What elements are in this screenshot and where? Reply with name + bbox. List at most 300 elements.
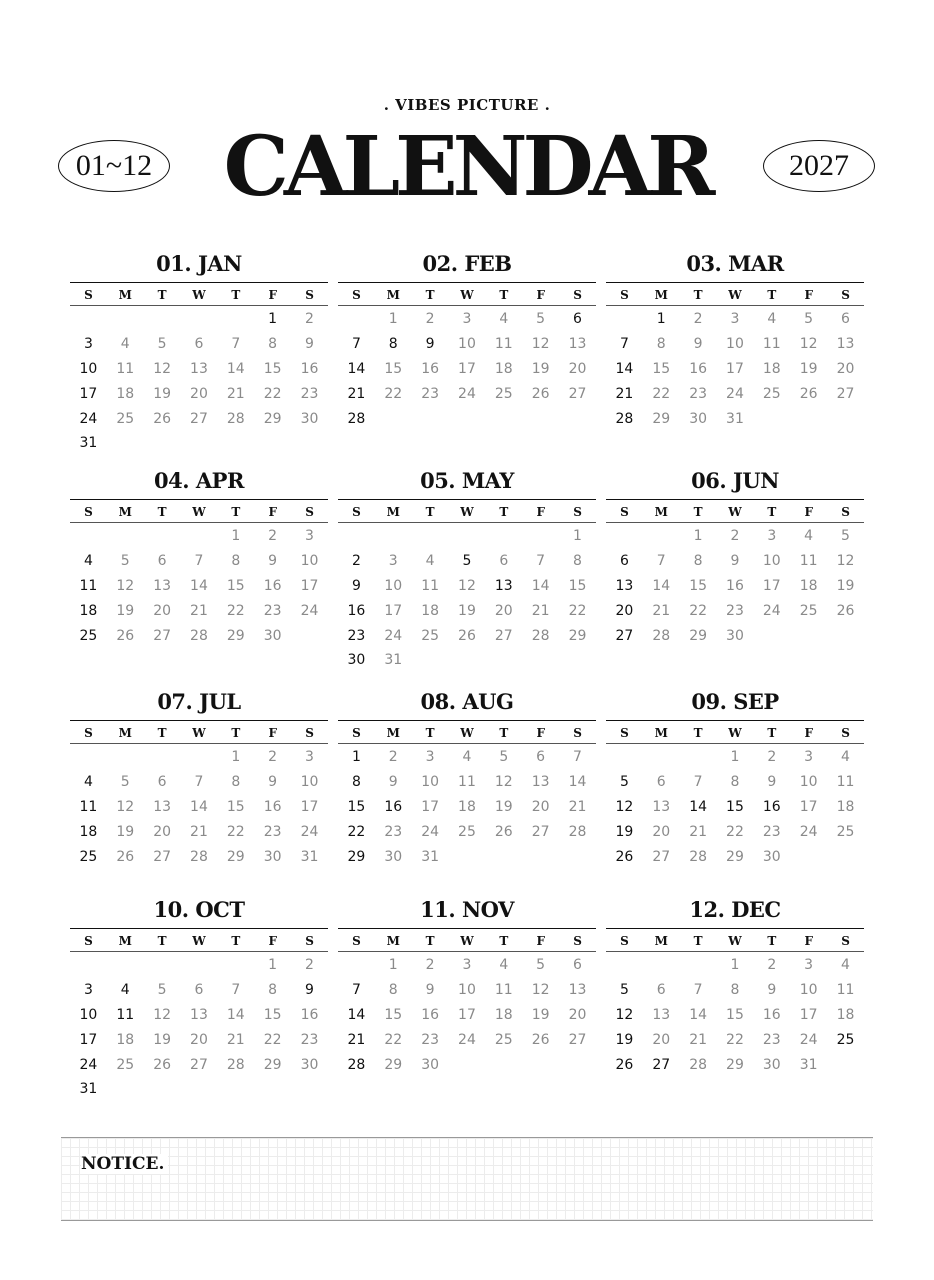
empty-day-cell [643, 745, 680, 770]
day-cell: 25 [494, 385, 513, 402]
day-cell: 21 [190, 823, 208, 840]
day-cell: 19 [531, 360, 550, 377]
day-cell: 9 [351, 577, 361, 594]
day-cell: 5 [841, 528, 850, 544]
day-cell: 25 [79, 627, 98, 644]
day-cell: 8 [693, 552, 703, 569]
day-cell: 3 [83, 981, 93, 998]
day-cell: 13 [531, 773, 550, 790]
weekday-label: W [192, 505, 206, 519]
day-cell: 22 [568, 602, 587, 619]
day-cell: 14 [531, 577, 550, 594]
day-cell: 8 [656, 335, 666, 352]
day-cell: 5 [536, 957, 546, 973]
day-cell: 14 [347, 360, 366, 377]
day-cell: 16 [263, 798, 282, 815]
day-cell: 16 [421, 360, 440, 377]
empty-day-cell [107, 953, 144, 978]
day-cell: 25 [836, 823, 855, 840]
day-cell: 27 [153, 848, 172, 865]
day-cell: 12 [116, 577, 135, 594]
day-cell: 14 [190, 577, 208, 594]
day-cell: 5 [619, 981, 629, 998]
weekday-label: W [728, 288, 742, 302]
weekday-label: S [841, 288, 850, 302]
day-cell: 25 [116, 410, 135, 427]
day-cell: 30 [421, 1056, 440, 1073]
day-cell: 9 [693, 335, 703, 352]
empty-day-cell [217, 307, 254, 332]
day-cell: 5 [619, 773, 629, 790]
day-cell: 22 [652, 385, 671, 402]
weekday-header [606, 721, 864, 744]
weekday-label: T [157, 288, 167, 302]
day-cell: 10 [300, 552, 319, 569]
day-cell: 24 [458, 1031, 476, 1048]
month-block [70, 250, 328, 456]
day-cell: 28 [652, 627, 671, 644]
empty-day-cell [643, 524, 680, 549]
day-cell: 17 [421, 798, 440, 815]
day-cell: 6 [573, 957, 582, 973]
day-cell: 31 [726, 410, 744, 427]
day-cell: 30 [689, 410, 708, 427]
day-cell: 14 [190, 798, 208, 815]
day-cell: 23 [689, 385, 708, 402]
month-range-label: 01~12 [75, 149, 153, 182]
day-cell: 19 [494, 798, 513, 815]
day-grid [338, 744, 596, 869]
weekday-label: F [804, 288, 813, 302]
day-cell: 24 [384, 627, 403, 644]
day-cell: 8 [730, 773, 740, 790]
day-cell: 3 [804, 957, 814, 973]
day-cell: 6 [656, 773, 666, 790]
day-cell: 17 [300, 577, 319, 594]
day-grid [70, 523, 328, 648]
day-cell: 13 [153, 577, 172, 594]
day-cell: 26 [153, 410, 172, 427]
day-cell: 16 [263, 577, 282, 594]
day-cell: 22 [384, 385, 403, 402]
weekday-label: M [386, 934, 400, 948]
day-cell: 2 [425, 311, 435, 327]
day-cell: 30 [263, 848, 282, 865]
empty-day-cell [144, 745, 181, 770]
day-cell: 5 [804, 311, 814, 327]
day-cell: 18 [116, 385, 135, 402]
day-cell: 20 [531, 798, 550, 815]
weekday-label: T [231, 288, 241, 302]
day-cell: 5 [536, 311, 546, 327]
day-cell: 29 [652, 410, 671, 427]
day-cell: 4 [462, 749, 472, 765]
weekday-header [606, 929, 864, 952]
day-cell: 24 [300, 602, 319, 619]
day-cell: 27 [494, 627, 513, 644]
day-cell: 10 [79, 360, 98, 377]
day-cell: 11 [494, 981, 513, 998]
day-cell: 29 [384, 1056, 403, 1073]
day-cell: 19 [615, 823, 634, 840]
day-cell: 13 [836, 335, 855, 352]
month-range-badge [58, 140, 170, 192]
weekday-header [338, 500, 596, 523]
day-cell: 6 [194, 335, 204, 352]
day-grid [70, 744, 328, 869]
day-cell: 17 [458, 1006, 476, 1023]
weekday-label: S [620, 505, 629, 519]
day-cell: 19 [615, 1031, 634, 1048]
day-cell: 9 [388, 773, 398, 790]
weekday-label: F [804, 934, 813, 948]
day-cell: 11 [836, 773, 855, 790]
day-cell: 6 [619, 552, 629, 569]
day-grid [70, 952, 328, 1102]
day-cell: 11 [762, 335, 781, 352]
weekday-label: M [654, 726, 668, 740]
day-cell: 21 [568, 798, 587, 815]
month-block [606, 467, 864, 648]
day-cell: 22 [347, 823, 366, 840]
day-cell: 20 [153, 823, 172, 840]
day-cell: 24 [421, 823, 440, 840]
day-cell: 29 [689, 627, 708, 644]
weekday-label: F [536, 288, 545, 302]
day-cell: 6 [157, 773, 167, 790]
weekday-header [338, 283, 596, 306]
day-cell: 23 [263, 602, 282, 619]
day-cell: 3 [730, 311, 740, 327]
day-cell: 9 [730, 552, 740, 569]
day-cell: 16 [689, 360, 708, 377]
day-cell: 27 [652, 848, 671, 865]
weekday-label: T [767, 505, 777, 519]
weekday-label: W [460, 288, 474, 302]
weekday-label: T [767, 726, 777, 740]
weekday-label: M [386, 726, 400, 740]
day-cell: 2 [305, 957, 314, 973]
weekday-header [338, 721, 596, 744]
day-cell: 16 [300, 360, 319, 377]
weekday-label: W [460, 726, 474, 740]
weekday-label: F [804, 726, 813, 740]
day-cell: 2 [693, 311, 703, 327]
day-cell: 6 [841, 311, 850, 327]
weekday-label: T [693, 288, 703, 302]
day-cell: 26 [615, 1056, 634, 1073]
day-cell: 19 [458, 602, 476, 619]
day-cell: 7 [656, 552, 666, 569]
day-cell: 23 [263, 823, 282, 840]
month-block [606, 688, 864, 869]
empty-day-cell [338, 953, 375, 978]
month-block [606, 250, 864, 431]
empty-day-cell [107, 745, 144, 770]
day-cell: 25 [458, 823, 476, 840]
weekday-label: F [268, 934, 277, 948]
month-block [338, 896, 596, 1077]
day-cell: 20 [615, 602, 634, 619]
day-cell: 20 [568, 360, 587, 377]
day-cell: 19 [531, 1006, 550, 1023]
weekday-label: F [536, 726, 545, 740]
weekday-header [70, 721, 328, 744]
day-cell: 12 [458, 577, 476, 594]
day-cell: 17 [79, 1031, 98, 1048]
day-cell: 30 [347, 652, 366, 669]
day-cell: 3 [425, 749, 435, 765]
day-cell: 23 [384, 823, 403, 840]
day-cell: 18 [116, 1031, 135, 1048]
empty-day-cell [70, 745, 107, 770]
day-cell: 19 [153, 385, 172, 402]
day-cell: 24 [762, 602, 781, 619]
day-cell: 16 [762, 798, 781, 815]
day-cell: 2 [730, 528, 740, 544]
day-cell: 30 [762, 848, 781, 865]
month-block [338, 688, 596, 869]
day-cell: 24 [458, 385, 476, 402]
day-cell: 2 [388, 749, 398, 765]
day-cell: 21 [652, 602, 671, 619]
weekday-label: T [499, 934, 509, 948]
day-cell: 25 [79, 848, 98, 865]
day-cell: 27 [153, 627, 172, 644]
weekday-header [70, 283, 328, 306]
day-cell: 17 [726, 360, 744, 377]
weekday-label: T [425, 726, 435, 740]
day-cell: 31 [384, 652, 403, 669]
day-cell: 9 [767, 773, 777, 790]
empty-day-cell [338, 524, 375, 549]
day-cell: 12 [494, 773, 513, 790]
weekday-header [606, 500, 864, 523]
day-cell: 18 [799, 577, 818, 594]
day-cell: 26 [153, 1056, 172, 1073]
day-cell: 21 [226, 385, 245, 402]
day-cell: 19 [116, 602, 135, 619]
day-cell: 20 [568, 1006, 587, 1023]
day-cell: 28 [226, 1056, 245, 1073]
empty-day-cell [412, 524, 449, 549]
day-cell: 21 [190, 602, 208, 619]
day-cell: 1 [388, 311, 398, 327]
day-cell: 7 [573, 749, 582, 765]
weekday-label: F [804, 505, 813, 519]
day-cell: 10 [79, 1006, 98, 1023]
day-cell: 9 [425, 981, 435, 998]
day-cell: 28 [347, 410, 366, 427]
day-cell: 14 [226, 360, 245, 377]
day-cell: 7 [194, 773, 204, 790]
day-cell: 30 [726, 627, 744, 644]
weekday-label: T [231, 934, 241, 948]
day-cell: 28 [531, 627, 550, 644]
day-grid [338, 952, 596, 1077]
year-label: 2027 [789, 149, 849, 182]
day-cell: 7 [619, 335, 629, 352]
empty-day-cell [338, 307, 375, 332]
day-grid [338, 523, 596, 673]
day-cell: 1 [351, 749, 361, 765]
weekday-label: S [305, 288, 314, 302]
weekday-label: S [620, 726, 629, 740]
day-cell: 12 [531, 335, 550, 352]
day-cell: 23 [300, 1031, 319, 1048]
month-title: 03. MAR [686, 251, 784, 276]
day-cell: 17 [799, 798, 818, 815]
weekday-label: F [536, 505, 545, 519]
day-cell: 26 [836, 602, 855, 619]
day-cell: 29 [726, 1056, 744, 1073]
day-cell: 14 [226, 1006, 245, 1023]
day-cell: 1 [730, 957, 740, 973]
day-cell: 28 [689, 1056, 708, 1073]
day-cell: 7 [693, 981, 703, 998]
day-cell: 25 [799, 602, 818, 619]
day-cell: 29 [226, 848, 245, 865]
empty-day-cell [181, 745, 218, 770]
day-cell: 25 [494, 1031, 513, 1048]
empty-day-cell [181, 307, 218, 332]
day-grid [606, 744, 864, 869]
day-cell: 20 [190, 385, 208, 402]
day-cell: 13 [494, 577, 513, 594]
day-cell: 18 [494, 1006, 513, 1023]
day-cell: 4 [841, 957, 850, 973]
day-cell: 7 [194, 552, 204, 569]
weekday-label: M [118, 505, 132, 519]
day-cell: 20 [190, 1031, 208, 1048]
day-cell: 11 [799, 552, 818, 569]
day-cell: 12 [531, 981, 550, 998]
day-cell: 19 [116, 823, 135, 840]
weekday-label: S [84, 288, 93, 302]
weekday-label: S [620, 934, 629, 948]
day-cell: 21 [347, 1031, 366, 1048]
month-block [70, 896, 328, 1102]
day-cell: 17 [300, 798, 319, 815]
day-cell: 14 [652, 577, 671, 594]
day-cell: 22 [226, 602, 245, 619]
month-block [606, 896, 864, 1077]
day-cell: 21 [531, 602, 550, 619]
day-cell: 5 [157, 981, 167, 998]
day-cell: 19 [799, 360, 818, 377]
empty-day-cell [449, 524, 486, 549]
day-cell: 11 [458, 773, 476, 790]
day-cell: 15 [726, 1006, 744, 1023]
day-cell: 27 [531, 823, 550, 840]
day-cell: 27 [615, 627, 634, 644]
day-cell: 12 [615, 798, 634, 815]
day-cell: 18 [836, 798, 855, 815]
empty-day-cell [485, 524, 522, 549]
day-cell: 4 [83, 552, 93, 569]
day-cell: 1 [388, 957, 398, 973]
day-cell: 7 [536, 552, 546, 569]
day-cell: 6 [499, 552, 509, 569]
day-cell: 16 [300, 1006, 319, 1023]
day-cell: 16 [726, 577, 744, 594]
page-title: CALENDAR [223, 119, 711, 215]
day-cell: 14 [568, 773, 587, 790]
weekday-label: M [654, 505, 668, 519]
empty-day-cell [606, 524, 643, 549]
day-cell: 11 [836, 981, 855, 998]
weekday-label: S [620, 288, 629, 302]
day-cell: 24 [79, 410, 98, 427]
day-cell: 9 [268, 552, 278, 569]
weekday-label: M [118, 934, 132, 948]
day-cell: 7 [231, 981, 241, 998]
day-cell: 10 [762, 552, 781, 569]
weekday-label: S [841, 726, 850, 740]
day-grid [606, 523, 864, 648]
day-cell: 3 [767, 528, 777, 544]
day-cell: 30 [762, 1056, 781, 1073]
day-cell: 28 [568, 823, 587, 840]
weekday-label: S [573, 934, 582, 948]
day-cell: 15 [263, 360, 282, 377]
month-title: 05. MAY [420, 468, 514, 493]
year-badge [763, 140, 875, 192]
day-cell: 24 [300, 823, 319, 840]
day-cell: 18 [836, 1006, 855, 1023]
day-cell: 28 [190, 848, 208, 865]
day-cell: 28 [615, 410, 634, 427]
weekday-label: M [118, 288, 132, 302]
day-cell: 2 [767, 749, 777, 765]
day-cell: 22 [226, 823, 245, 840]
day-cell: 7 [231, 335, 241, 352]
empty-day-cell [144, 524, 181, 549]
day-cell: 1 [656, 311, 666, 327]
day-cell: 3 [462, 957, 472, 973]
day-cell: 13 [652, 798, 671, 815]
day-cell: 1 [231, 749, 241, 765]
day-cell: 8 [351, 773, 361, 790]
day-cell: 28 [689, 848, 708, 865]
day-cell: 11 [116, 360, 135, 377]
weekday-label: M [386, 505, 400, 519]
day-cell: 19 [153, 1031, 172, 1048]
weekday-label: T [693, 726, 703, 740]
day-cell: 29 [263, 1056, 282, 1073]
month-title: 04. APR [154, 468, 244, 493]
month-block [338, 250, 596, 431]
day-cell: 15 [226, 798, 245, 815]
weekday-label: S [841, 934, 850, 948]
empty-day-cell [144, 307, 181, 332]
day-cell: 23 [300, 385, 319, 402]
day-cell: 17 [79, 385, 98, 402]
day-cell: 15 [726, 798, 744, 815]
day-cell: 10 [799, 981, 818, 998]
day-cell: 22 [726, 1031, 744, 1048]
day-cell: 4 [425, 552, 435, 569]
day-cell: 15 [568, 577, 587, 594]
weekday-label: W [192, 934, 206, 948]
month-block [70, 467, 328, 648]
day-cell: 24 [726, 385, 744, 402]
day-cell: 25 [421, 627, 440, 644]
day-cell: 20 [836, 360, 855, 377]
day-cell: 27 [190, 410, 208, 427]
weekday-label: F [268, 726, 277, 740]
day-cell: 9 [767, 981, 777, 998]
